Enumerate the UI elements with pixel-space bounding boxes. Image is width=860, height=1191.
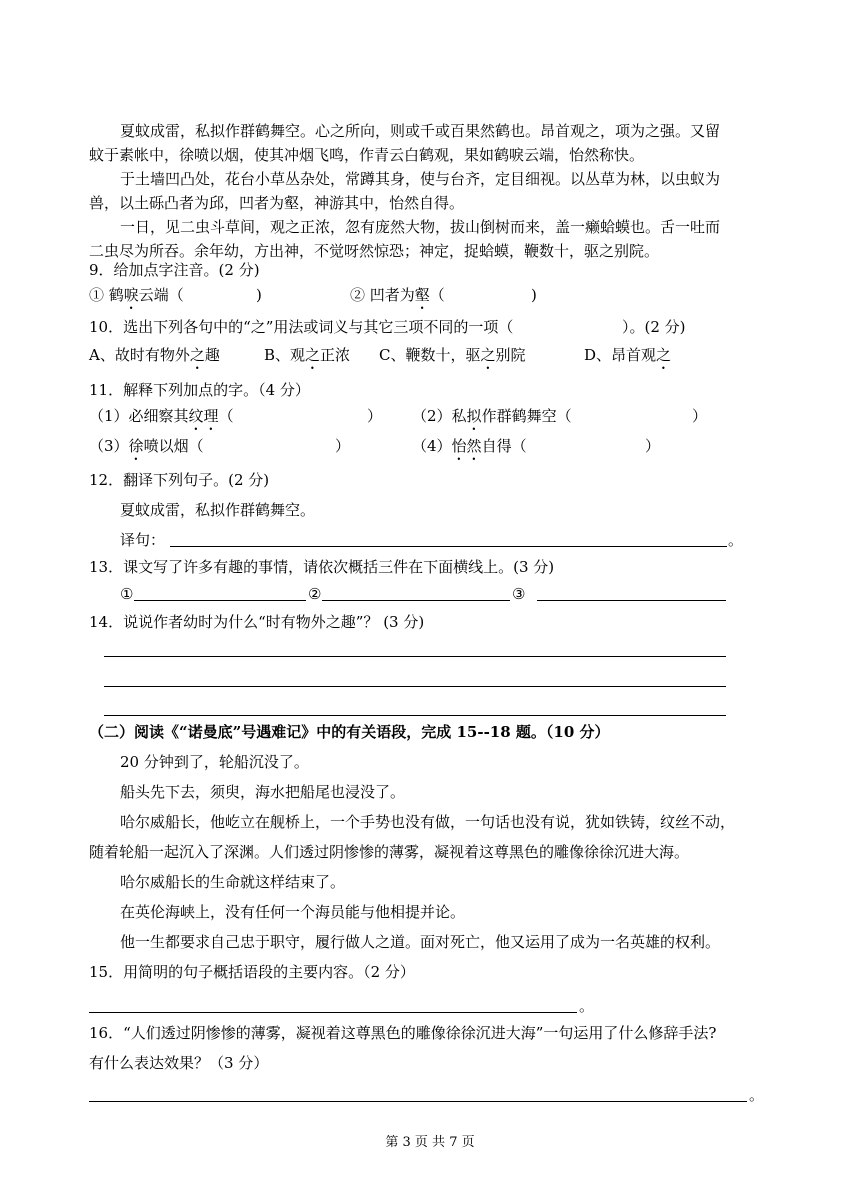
section2-para-5: 在英伦海峡上，没有任何一个海员能与他相提并论。 bbox=[120, 903, 466, 921]
q9-item-b: ② 凹者为壑（ bbox=[350, 286, 445, 304]
q13-mark-3: ③ bbox=[512, 585, 526, 603]
q11-item-3: （3）徐喷以烟（ bbox=[89, 437, 204, 455]
section2-title: （二）阅读《“诺曼底”号遇难记》中的有关语段，完成 15--18 题。（10 分） bbox=[89, 723, 610, 741]
q10-title: 10．选出下列各句中的“之”用法或词义与其它三项不同的一项（ bbox=[89, 318, 514, 336]
q16-end: 。 bbox=[749, 1086, 765, 1104]
q11-item-4: （4）怡然自得（ bbox=[412, 437, 527, 455]
q10-option-d: D、昂首观之 bbox=[584, 346, 672, 364]
q15-answer-line[interactable] bbox=[89, 1012, 577, 1013]
q12-title: 12．翻译下列句子。(2 分) bbox=[89, 471, 270, 489]
q9-title: 9．给加点字注音。(2 分) bbox=[89, 261, 260, 279]
q11-item-1: （1）必细察其纹理（ bbox=[89, 407, 234, 425]
q14-answer-line-1[interactable] bbox=[104, 656, 726, 657]
q11-title: 11．解释下列加点的字。（4 分） bbox=[89, 381, 310, 399]
passage1-line1: 夏蚊成雷，私拟作群鹤舞空。心之所向，则或千或百果然鹤也。昂首观之，项为之强。又留 bbox=[120, 122, 721, 140]
q10-option-a: A、故时有物外之趣 bbox=[89, 346, 220, 364]
q16-answer-line[interactable] bbox=[89, 1101, 747, 1102]
section2-para-2: 船头先下去，须臾，海水把船尾也浸没了。 bbox=[120, 783, 406, 801]
q13-mark-2: ② bbox=[308, 585, 322, 603]
section2-para-3b: 随着轮船一起沉入了深渊。人们透过阴惨惨的薄雾，凝视着这尊黑色的雕像徐徐沉进大海。 bbox=[89, 843, 690, 861]
q11-item-2: （2）私拟作群鹤舞空（ bbox=[412, 407, 572, 425]
q13-answer-line-2[interactable] bbox=[322, 600, 510, 601]
q14-answer-line-3[interactable] bbox=[104, 715, 726, 716]
passage1-line2: 蚊于素帐中，徐喷以烟，使其冲烟飞鸣，作青云白鹤观，果如鹤唳云端，怡然称快。 bbox=[89, 146, 645, 164]
q16-title-line2: 有什么表达效果？（3 分） bbox=[89, 1054, 269, 1072]
q14-answer-line-2[interactable] bbox=[104, 686, 726, 687]
q12-answer-line[interactable] bbox=[170, 546, 727, 547]
q12-end: 。 bbox=[728, 531, 744, 549]
q13-answer-line-3[interactable] bbox=[537, 600, 726, 601]
passage1-line6: 二虫尽为所吞。余年幼，方出神，不觉呀然惊恐；神定，捉蛤蟆，鞭数十，驱之别院。 bbox=[89, 242, 660, 260]
q11-close-4: ） bbox=[645, 437, 661, 455]
q14-title: 14．说说作者幼时为什么“时有物外之趣”？ (3 分) bbox=[89, 613, 425, 631]
section2-para-6: 他一生都要求自己忠于职守，履行做人之道。面对死亡，他又运用了成为一名英雄的权利。 bbox=[120, 933, 721, 951]
q15-end: 。 bbox=[579, 997, 595, 1015]
q12-label: 译句： bbox=[120, 531, 166, 549]
section2-para-3: 哈尔威船长，他屹立在舰桥上，一个手势也没有做，一句话也没有说，犹如铁铸，纹丝不动， bbox=[120, 813, 736, 831]
passage1-line3: 于土墙凹凸处，花台小草丛杂处，常蹲其身，使与台齐，定目细视。以丛草为林，以虫蚁为 bbox=[120, 170, 721, 188]
page-footer: 第 3 页 共 7 页 bbox=[385, 1135, 475, 1150]
q9-dot-char-b: 壑 bbox=[414, 286, 430, 304]
passage1-line4: 兽，以土砾凸者为邱，凹者为壑，神游其中，怡然自得。 bbox=[89, 194, 465, 212]
q9-dot-char-a: 唳 bbox=[123, 286, 139, 304]
q9-close-a: ) bbox=[256, 286, 262, 304]
q11-close-2: ） bbox=[692, 407, 708, 425]
q9-item-a: ① 鹤唳云端（ bbox=[89, 286, 184, 304]
q13-mark-1: ① bbox=[120, 585, 134, 603]
q15-title: 15．用简明的句子概括语段的主要内容。（2 分） bbox=[89, 963, 415, 981]
q12-sentence: 夏蚊成雷，私拟作群鹤舞空。 bbox=[120, 501, 316, 519]
q11-close-1: ） bbox=[367, 407, 383, 425]
q16-title-line1: 16．“人们透过阴惨惨的薄雾，凝视着这尊黑色的雕像徐徐沉进大海”一句运用了什么修辞手法? bbox=[89, 1024, 717, 1042]
q10-option-b: B、观之正浓 bbox=[264, 346, 351, 364]
q10-title-end: ）。(2 分) bbox=[622, 318, 686, 336]
q9-close-b: ) bbox=[531, 286, 537, 304]
section2-para-1: 20 分钟到了，轮船沉没了。 bbox=[120, 753, 309, 771]
section2-para-4: 哈尔威船长的生命就这样结束了。 bbox=[120, 873, 346, 891]
q13-answer-line-1[interactable] bbox=[134, 600, 306, 601]
q11-close-3: ） bbox=[335, 437, 351, 455]
q13-title: 13．课文写了许多有趣的事情，请依次概括三件在下面横线上。(3 分) bbox=[89, 558, 555, 576]
passage1-line5: 一日，见二虫斗草间，观之正浓，忽有庞然大物，拔山倒树而来，盖一癞蛤蟆也。舌一吐而 bbox=[120, 218, 721, 236]
q10-option-c: C、鞭数十，驱之别院 bbox=[379, 346, 526, 364]
